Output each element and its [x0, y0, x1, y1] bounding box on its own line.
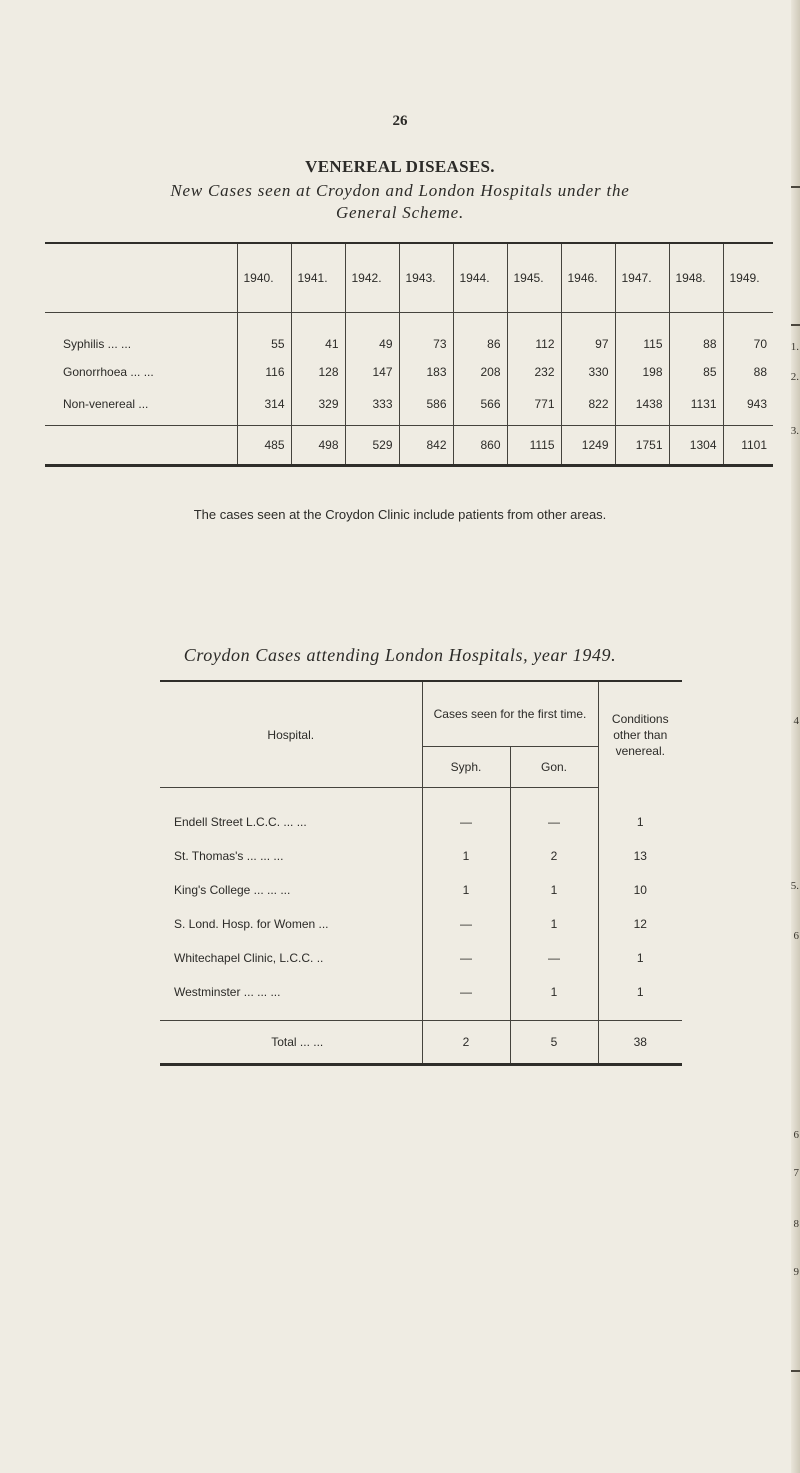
- cell-value: 330: [561, 356, 615, 388]
- other-value: 12: [598, 907, 682, 941]
- cell-value: 943: [723, 388, 773, 426]
- cell-value: 314: [237, 388, 291, 426]
- margin-number: 6: [793, 930, 799, 942]
- total-value: 1101: [723, 426, 773, 466]
- year-header: 1948.: [669, 243, 723, 313]
- cell-value: 1438: [615, 388, 669, 426]
- cell-value: 329: [291, 388, 345, 426]
- syph-value: —: [422, 975, 510, 1021]
- total-syph: 2: [422, 1021, 510, 1065]
- cell-value: 115: [615, 313, 669, 357]
- edge-mark: [791, 186, 800, 188]
- table1-caption: New Cases seen at Croydon and London Hospitals under the General Scheme.: [170, 181, 630, 222]
- table-row: [160, 907, 682, 941]
- margin-number: 9: [793, 1266, 799, 1278]
- page-title: VENEREAL DISEASES.: [305, 157, 495, 176]
- syph-value: 1: [422, 839, 510, 873]
- footnote: The cases seen at the Croydon Clinic include patients from other areas.: [193, 507, 607, 522]
- table-row: [160, 941, 682, 975]
- cell-value: 70: [723, 313, 773, 357]
- cell-value: 183: [399, 356, 453, 388]
- total-value: 529: [345, 426, 399, 466]
- other-value: 13: [598, 839, 682, 873]
- year-header: 1945.: [507, 243, 561, 313]
- gon-value: 1: [510, 907, 598, 941]
- cell-value: 566: [453, 388, 507, 426]
- cell-value: 86: [453, 313, 507, 357]
- edge-mark: [791, 324, 800, 326]
- total-label: Total ... ...: [160, 1021, 422, 1065]
- gon-header: Gon.: [510, 747, 598, 788]
- first-time-header: Cases seen for the first time.: [422, 681, 598, 747]
- margin-number: 1.: [790, 341, 799, 353]
- year-header: 1947.: [615, 243, 669, 313]
- table2-caption: Croydon Cases attending London Hospitals, year 1949.: [183, 645, 617, 665]
- cell-value: 97: [561, 313, 615, 357]
- year-header: 1943.: [399, 243, 453, 313]
- margin-number: 7: [793, 1167, 799, 1179]
- other-value: 1: [598, 788, 682, 840]
- cell-value: 88: [723, 356, 773, 388]
- year-header-row: [45, 243, 773, 313]
- syph-value: —: [422, 941, 510, 975]
- cell-value: 55: [237, 313, 291, 357]
- syph-value: —: [422, 788, 510, 840]
- year-header: 1942.: [345, 243, 399, 313]
- total-value: 1249: [561, 426, 615, 466]
- cell-value: 147: [345, 356, 399, 388]
- gon-value: 1: [510, 975, 598, 1021]
- margin-number: 2.: [790, 371, 799, 383]
- cell-value: 586: [399, 388, 453, 426]
- margin-number: 3.: [790, 425, 799, 437]
- page-edge: [791, 0, 800, 1473]
- other-value: 10: [598, 873, 682, 907]
- margin-number: 4: [793, 715, 799, 727]
- table-row: [160, 839, 682, 873]
- table-row: [45, 356, 773, 388]
- cell-value: 771: [507, 388, 561, 426]
- total-value: 485: [237, 426, 291, 466]
- year-header: 1949.: [723, 243, 773, 313]
- year-header: 1941.: [291, 243, 345, 313]
- year-header: 1946.: [561, 243, 615, 313]
- total-value: 842: [399, 426, 453, 466]
- syph-value: —: [422, 907, 510, 941]
- conditions-header: Conditions other than venereal.: [598, 681, 682, 788]
- table-row: [160, 788, 682, 840]
- total-value: 1751: [615, 426, 669, 466]
- cell-value: 88: [669, 313, 723, 357]
- hospital-name: Westminster ... ... ...: [174, 985, 281, 999]
- cell-value: 232: [507, 356, 561, 388]
- cell-value: 85: [669, 356, 723, 388]
- row-label: Non-venereal ...: [63, 397, 149, 411]
- header-row: [160, 681, 682, 747]
- margin-number: 8: [793, 1218, 799, 1230]
- total-other: 38: [598, 1021, 682, 1065]
- cell-value: 333: [345, 388, 399, 426]
- syph-value: 1: [422, 873, 510, 907]
- hospital-name: St. Thomas's ... ... ...: [174, 849, 284, 863]
- total-value: 860: [453, 426, 507, 466]
- corner-cell: [45, 243, 237, 313]
- hospital-name: Endell Street L.C.C. ... ...: [174, 815, 307, 829]
- margin-number: 6: [793, 1129, 799, 1141]
- gon-value: 2: [510, 839, 598, 873]
- year-header: 1944.: [453, 243, 507, 313]
- cell-value: 198: [615, 356, 669, 388]
- total-value: 1115: [507, 426, 561, 466]
- table-row: [160, 873, 682, 907]
- totals-row: [45, 426, 773, 466]
- gon-value: —: [510, 788, 598, 840]
- gon-value: —: [510, 941, 598, 975]
- page-number: 26: [392, 113, 408, 129]
- london-hospitals-table: [160, 680, 682, 1066]
- other-value: 1: [598, 975, 682, 1021]
- total-gon: 5: [510, 1021, 598, 1065]
- cell-value: 1131: [669, 388, 723, 426]
- hospital-name: Whitechapel Clinic, L.C.C. ..: [174, 951, 324, 965]
- table-row: [45, 388, 773, 426]
- cell-value: 112: [507, 313, 561, 357]
- table-row: [160, 975, 682, 1021]
- gon-value: 1: [510, 873, 598, 907]
- cell-value: 116: [237, 356, 291, 388]
- hospital-name: King's College ... ... ...: [174, 883, 291, 897]
- table-row: [45, 313, 773, 357]
- hospital-name: S. Lond. Hosp. for Women ...: [174, 917, 329, 931]
- total-value: 498: [291, 426, 345, 466]
- total-value: 1304: [669, 426, 723, 466]
- edge-mark: [791, 1370, 800, 1372]
- total-row: [160, 1021, 682, 1065]
- cell-value: 49: [345, 313, 399, 357]
- row-label: Syphilis ... ...: [63, 337, 132, 351]
- year-header: 1940.: [237, 243, 291, 313]
- cell-value: 73: [399, 313, 453, 357]
- totals-label-cell: [45, 426, 237, 466]
- cell-value: 41: [291, 313, 345, 357]
- hospital-header: Hospital.: [160, 681, 422, 788]
- cell-value: 822: [561, 388, 615, 426]
- margin-number: 5.: [790, 880, 799, 892]
- syph-header: Syph.: [422, 747, 510, 788]
- row-label: Gonorrhoea ... ...: [63, 365, 154, 379]
- cell-value: 128: [291, 356, 345, 388]
- cell-value: 208: [453, 356, 507, 388]
- other-value: 1: [598, 941, 682, 975]
- new-cases-table: [45, 242, 773, 467]
